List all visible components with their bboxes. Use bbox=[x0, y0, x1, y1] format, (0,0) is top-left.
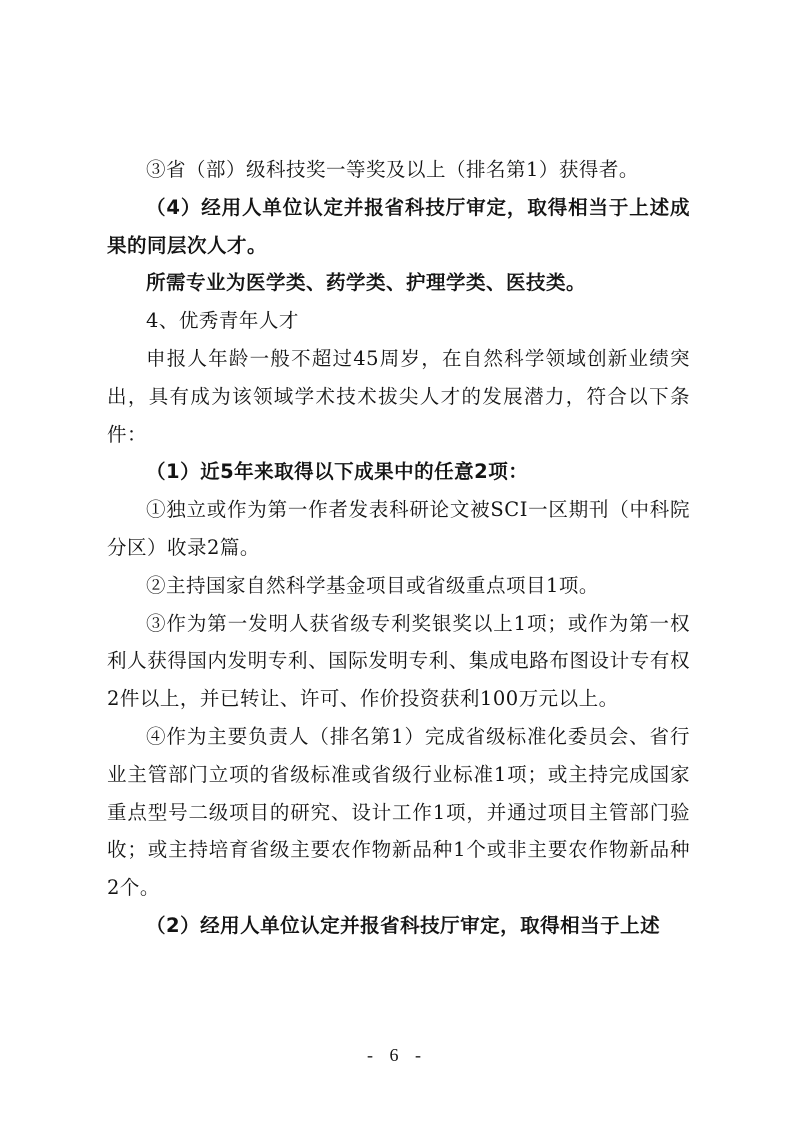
paragraph-condition-2: （2）经用人单位认定并报省科技厅审定，取得相当于上述 bbox=[146, 913, 661, 937]
paragraph-applicant-requirements: 申报人年龄一般不超过45周岁，在自然科学领域创新业绩突出，具有成为该领域学术技术拔尖人才的发展潜力，符合以下条件： bbox=[107, 346, 690, 446]
paragraph-item-patents: ③作为第一发明人获省级专利奖银奖以上1项；或作为第一权利人获得国内发明专利、国际发明专利、集成电路布图设计专有权2件以上，并已转让、许可、作价投资获利100万元以上。 bbox=[107, 611, 690, 711]
paragraph-required-majors: 所需专业为医学类、药学类、护理学类、医技类。 bbox=[146, 271, 587, 295]
paragraph-award-criterion-3: ③省（部）级科技奖一等奖及以上（排名第1）获得者。 bbox=[146, 158, 639, 181]
paragraph-item-sci-papers: ①独立或作为第一作者发表科研论文被SCI一区期刊（中科院分区）收录2篇。 bbox=[107, 498, 690, 559]
paragraph-condition-1: （1）近5年来取得以下成果中的任意2项： bbox=[146, 460, 529, 484]
page-number: - 6 - bbox=[367, 1045, 427, 1065]
section-heading-young-talent: 4、优秀青年人才 bbox=[146, 309, 299, 333]
paragraph-item-nsf-project: ②主持国家自然科学基金项目或省级重点项目1项。 bbox=[146, 573, 599, 597]
document-body bbox=[107, 151, 690, 945]
paragraph-item-standards: ④作为主要负责人（排名第1）完成省级标准化委员会、省行业主管部门立项的省级标准或省级行业标准1项；或主持完成国家重点型号二级项目的研究、设计工作1项，并通过项目主管部门验收；或主持培育省级主要农作物新品种1个或非主要农作物新品种2个。 bbox=[107, 724, 690, 900]
paragraph-criterion-4-equivalent: （4）经用人单位认定并报省科技厅审定，取得相当于上述成果的同层次人才。 bbox=[107, 195, 690, 257]
